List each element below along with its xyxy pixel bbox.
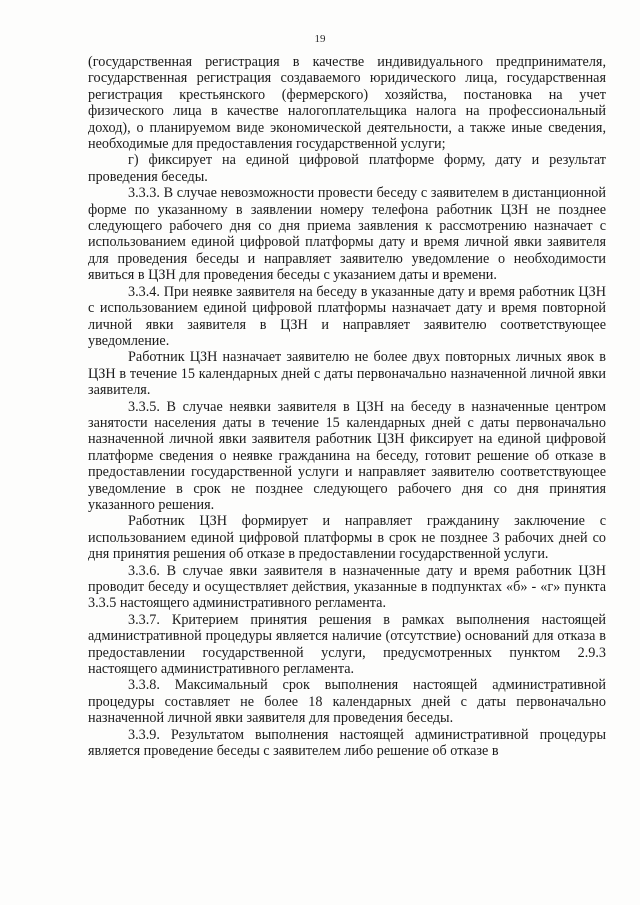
paragraph-3-3-8: 3.3.8. Максимальный срок выполнения настоящей административной процедуры составляет не более 18 календарных дней с даты первоначально назначенной личной явки заявителя для проведения беседы. <box>88 677 606 727</box>
paragraph-repeat-visits: Работник ЦЗН назначает заявителю не более двух повторных личных явок в ЦЗН в течение 15 календарных дней с даты первоначально назначенной личной явки заявителя. <box>88 349 606 399</box>
paragraph-3-3-3: 3.3.3. В случае невозможности провести беседу с заявителем в дистанционной форме по указанному в заявлении номеру телефона работник ЦЗН не позднее следующего рабочего дня со дня приема заявления к рассмотрению назначает с использованием единой цифровой платформы дату и время личной явки заявителя для проведения беседы и направляет заявителю уведомление о необходимости явиться в ЦЗН для проведения беседы с указанием даты и времени. <box>88 185 606 284</box>
page-number: 19 <box>314 33 326 45</box>
paragraph-3-3-6: 3.3.6. В случае явки заявителя в назначенные дату и время работник ЦЗН проводит беседу и осуществляет действия, указанные в подпунктах «б» - «г» пункта 3.3.5 настоящего административного регламента. <box>88 562 606 612</box>
paragraph-3-3-7: 3.3.7. Критерием принятия решения в рамках выполнения настоящей административной процедуры является наличие (отсутствие) оснований для отказа в предоставлении государственной услуги, предусмотренных пунктом 2.9.3 настоящего административного регламента. <box>88 611 606 678</box>
paragraph-3-3-5: 3.3.5. В случае неявки заявителя в ЦЗН на беседу в назначенные центром занятости населения даты в течение 15 календарных дней с даты первоначально назначенной личной явки заявителя работник ЦЗН фиксирует на единой цифровой платформе сведения о неявке гражданина на беседу, готовит решение об отказе в предоставлении государственной услуги и направляет заявителю соответствующее уведомление в срок не позднее следующего рабочего дня со дня принятия указанного решения. <box>88 398 606 513</box>
paragraph-registration-info: (государственная регистрация в качестве индивидуального предпринимателя, государственная регистрация создаваемого юридического лица, государственная регистрация крестьянского (фермерского) хозяйства, постановка на учет физического лица в качестве налогоплательщика налога на профессиональный доход), о планируемом виде экономической деятельности, а также иные сведения, необходимые для предоставления государственной услуги; <box>88 54 606 153</box>
paragraph-3-3-9: 3.3.9. Результатом выполнения настоящей административной процедуры является проведение беседы с заявителем либо решение об отказе в <box>88 726 606 760</box>
paragraph-3-3-4: 3.3.4. При неявке заявителя на беседу в указанные дату и время работник ЦЗН с использованием единой цифровой платформы назначает дату и время повторной личной явки заявителя в ЦЗН и направляет заявителю соответствующее уведомление. <box>88 283 606 349</box>
paragraph-subitem-g: г) фиксирует на единой цифровой платформе форму, дату и результат проведения беседы. <box>88 152 606 185</box>
document-body <box>88 54 606 759</box>
paragraph-conclusion: Работник ЦЗН формирует и направляет гражданину заключение с использованием единой цифровой платформы в срок не позднее 3 рабочих дней со дня принятия решения об отказе в предоставлении государственной услуги. <box>88 513 606 563</box>
